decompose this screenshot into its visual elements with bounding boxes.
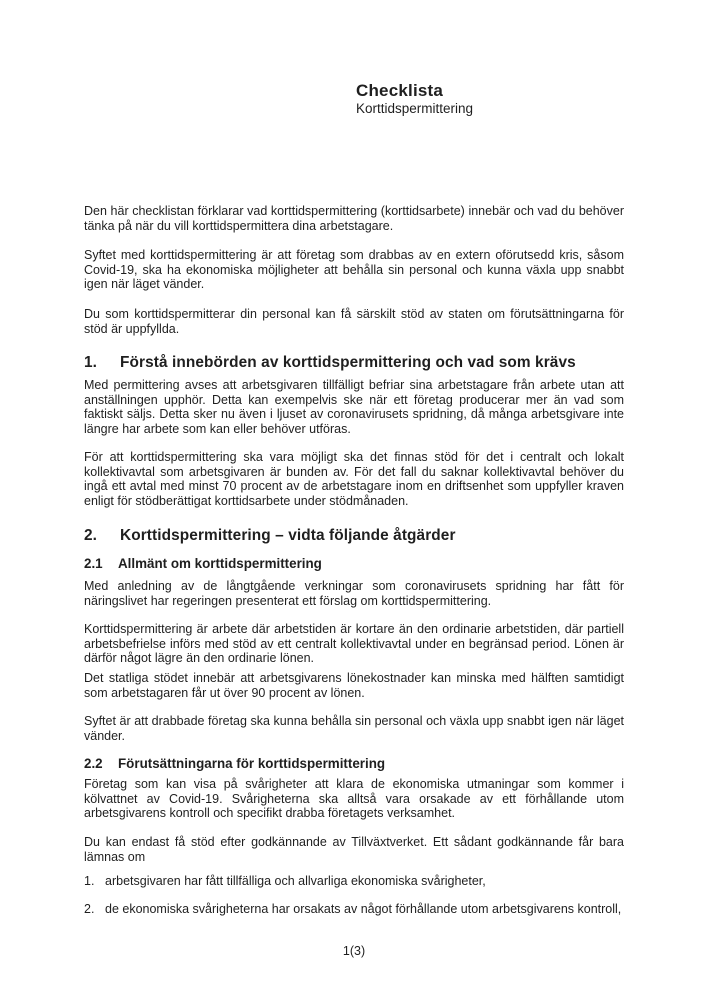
subsection-2-1-paragraph: Korttidspermittering är arbete där arbetstiden är kortare än den ordinarie arbetstiden, där partiell arbetsbefrielse införs med stöd av ett centralt kollektivavtal under en begränsad period. Lönen är därför något lägre än den ordinarie lönen. bbox=[84, 622, 624, 666]
document-subtitle: Korttidspermittering bbox=[356, 101, 474, 116]
intro-paragraph: Du som korttidspermitterar din personal kan få särskilt stöd av staten om förutsättningarna för stöd är uppfyllda. bbox=[84, 307, 624, 336]
section-2-number: 2. bbox=[84, 527, 98, 544]
list-item-text: de ekonomiska svårigheterna har orsakats av något förhållande utom arbetsgivarens kontroll, bbox=[105, 902, 622, 916]
subsection-2-2-heading-text: Förutsättningarna för korttidspermittering bbox=[118, 756, 386, 771]
subsection-2-1-number: 2.1 bbox=[84, 556, 103, 571]
document-title: Checklista bbox=[356, 81, 444, 100]
subsection-2-2-paragraph: Du kan endast få stöd efter godkännande av Tillväxtverket. Ett sådant godkännande får bara lämnas om bbox=[84, 835, 624, 864]
subsection-2-1-paragraph: Syftet är att drabbade företag ska kunna behålla sin personal och växla upp snabbt igen när läget vänder. bbox=[84, 714, 624, 743]
subsection-2-2-paragraph: Företag som kan visa på svårigheter att klara de ekonomiska utmaningar som kommer i kölvattnet av Covid-19. Svårigheterna ska alltså vara orsakade av ett förhållande utom arbetsgivarens kontroll och specifikt drabba företagets verksamhet. bbox=[84, 777, 624, 821]
subsection-2-1-heading-text: Allmänt om korttidspermittering bbox=[118, 556, 322, 571]
intro-paragraph: Syftet med korttidspermittering är att företag som drabbas av en extern oförutsedd kris, såsom Covid-19, ska ha ekonomiska möjligheter att behålla sin personal och kunna växla upp snabbt igen när läget vänder. bbox=[84, 248, 624, 292]
section-1-heading bbox=[84, 354, 624, 372]
section-1-paragraph: Med permittering avses att arbetsgivaren tillfälligt befriar sina arbetstagare från arbete utan att anställningen upphör. Detta kan exempelvis ske när ett företag producerar mer än vad som faktiskt säljs. Detta sker nu även i ljuset av coronavirusets spridning, då många arbetsgivare inte längre har arbete som kan eller behöver utföras. bbox=[84, 378, 624, 437]
numbered-list-item bbox=[84, 902, 624, 917]
subsection-2-1-paragraph: Med anledning av de långtgående verkningar som coronavirusets spridning har fått för näringslivet har regeringen presenterat ett förslag om korttidspermittering. bbox=[84, 579, 624, 608]
section-1-paragraph: För att korttidspermittering ska vara möjligt ska det finnas stöd för det i centralt och lokalt kollektivavtal som arbetsgivaren är bunden av. För det fall du saknar kollektivavtal behöver du ingå ett avtal med minst 70 procent av de arbetstagare inom en driftsenhet som uppfyller kraven enligt för stödberättigat korttidsarbete under stödmånaden. bbox=[84, 450, 624, 509]
subsection-2-2-number: 2.2 bbox=[84, 756, 103, 771]
subsection-2-1-heading bbox=[84, 556, 624, 572]
section-2-heading-text: Korttidspermittering – vidta följande åtgärder bbox=[120, 527, 456, 544]
list-item-number: 1. bbox=[84, 874, 95, 888]
numbered-list-item bbox=[84, 874, 624, 889]
section-1-number: 1. bbox=[84, 354, 98, 371]
section-2-heading bbox=[84, 527, 624, 545]
subsection-2-1-paragraph: Det statliga stödet innebär att arbetsgivarens lönekostnader kan minska med hälften samtidigt som arbetstagaren får ut över 90 procent av lönen. bbox=[84, 671, 624, 700]
intro-paragraph: Den här checklistan förklarar vad korttidspermittering (korttidsarbete) innebär och vad du behöver tänka på när du vill korttidspermittera dina arbetstagare. bbox=[84, 204, 624, 233]
section-1-heading-text: Förstå innebörden av korttidspermittering och vad som krävs bbox=[120, 354, 576, 371]
list-item-text: arbetsgivaren har fått tillfälliga och allvarliga ekonomiska svårigheter, bbox=[105, 874, 486, 888]
subsection-2-2-heading bbox=[84, 756, 624, 772]
list-item-number: 2. bbox=[84, 902, 95, 916]
page-number: 1(3) bbox=[342, 944, 366, 958]
